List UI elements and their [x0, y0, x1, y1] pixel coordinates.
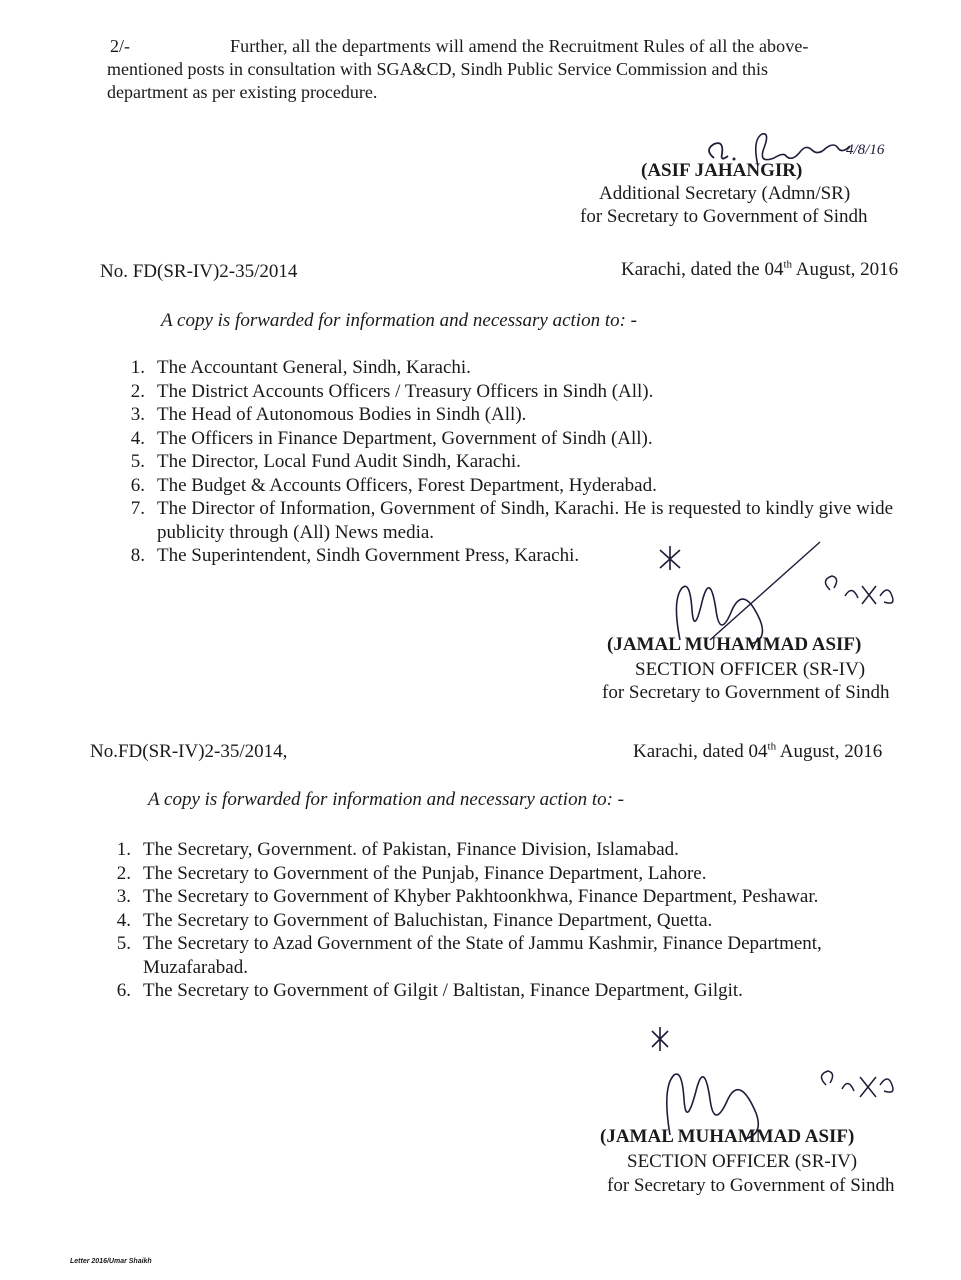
list-item-number: 2. [116, 862, 131, 884]
list-item [117, 497, 929, 544]
list-item [117, 427, 929, 451]
list-item-number: 2. [130, 380, 145, 402]
signatory-title-jamal-2: SECTION OFFICER (SR-IV) [627, 1151, 858, 1172]
signatory-title-jamal-1: SECTION OFFICER (SR-IV) [635, 659, 866, 680]
reference-number-1: No. FD(SR-IV)2-35/2014 [100, 261, 298, 282]
list-item-text: The Secretary to Government of the Punjab, Finance Department, Lahore. [143, 862, 707, 884]
handwritten-date-asif: 4/8/16 [846, 142, 885, 158]
list-item-text: The Superintendent, Sindh Government Press, Karachi. [157, 545, 580, 566]
list-item-text: The Accountant General, Sindh, Karachi. [157, 357, 471, 378]
list-item-text: The Secretary to Government of Khyber Pakhtoonkhwa, Finance Department, Peshawar. [143, 886, 819, 907]
list-item [103, 979, 911, 1003]
signatory-name-asif: (ASIF JAHANGIR) [641, 160, 803, 181]
list-item-text: The Officers in Finance Department, Government of Sindh (All). [157, 427, 653, 449]
signatory-for-asif: for Secretary to Government of Sindh [580, 206, 868, 227]
distribution-list-1 [117, 356, 929, 568]
list-item [117, 474, 929, 498]
list-item [117, 403, 929, 427]
para-line-3: department as per existing procedure. [107, 82, 378, 102]
signatory-for-jamal-2: for Secretary to Government of Sindh [607, 1175, 895, 1196]
footer-note: Letter 2016/Umar Shaikh [70, 1258, 152, 1265]
date-line-1: Karachi, dated the 04th August, 2016 [621, 258, 899, 280]
reference-number-2: No.FD(SR-IV)2-35/2014, [90, 741, 288, 762]
list-item-number: 1. [130, 357, 145, 378]
list-item-number: 4. [130, 427, 145, 449]
distribution-list-2 [103, 838, 911, 1003]
list-item-text: The Secretary to Azad Government of the State of Jammu Kashmir, Finance Department, Muzafarabad. [143, 933, 822, 978]
list-item-number: 6. [116, 980, 131, 1001]
list-item [103, 909, 911, 933]
list-item [103, 838, 911, 862]
list-item-text: The Director, Local Fund Audit Sindh, Karachi. [157, 451, 521, 472]
list-item-number: 4. [116, 909, 131, 931]
list-item-number: 8. [130, 545, 145, 566]
list-item-text: The Secretary to Government of Baluchistan, Finance Department, Quetta. [143, 909, 713, 931]
list-item-number: 3. [116, 886, 131, 907]
list-item-number: 7. [130, 498, 145, 519]
list-item [117, 450, 929, 474]
list-item [117, 356, 929, 380]
list-item-text: The Secretary to Government of Gilgit / Baltistan, Finance Department, Gilgit. [143, 980, 743, 1001]
list-item-text: The Secretary, Government. of Pakistan, Finance Division, Islamabad. [143, 839, 679, 860]
list-item-text: The Director of Information, Government of Sindh, Karachi. He is requested to kindly give wide publicity through (All) News media. [157, 498, 894, 543]
list-item-text: The Head of Autonomous Bodies in Sindh (All). [157, 404, 527, 425]
list-item-number: 6. [130, 474, 145, 496]
forward-note-1: A copy is forwarded for information and necessary action to: - [161, 310, 638, 331]
signatory-for-jamal-1: for Secretary to Government of Sindh [602, 682, 890, 703]
list-item-text: The District Accounts Officers / Treasury Officers in Sindh (All). [157, 380, 654, 402]
para-line-2: mentioned posts in consultation with SGA&CD, Sindh Public Service Commission and this [107, 59, 768, 79]
signatory-name-jamal-1: (JAMAL MUHAMMAD ASIF) [607, 634, 862, 655]
date-line-2: Karachi, dated 04th August, 2016 [633, 740, 883, 762]
list-item-number: 5. [116, 933, 131, 954]
list-item-number: 3. [130, 404, 145, 425]
signatory-title-asif: Additional Secretary (Admn/SR) [599, 183, 851, 204]
list-item-text: The Budget & Accounts Officers, Forest Department, Hyderabad. [157, 474, 657, 496]
list-item [117, 380, 929, 404]
para-line-1: Further, all the departments will amend the Recruitment Rules of all the above- [230, 36, 809, 56]
list-item [103, 932, 911, 979]
list-item [103, 885, 911, 909]
forward-note-2: A copy is forwarded for information and necessary action to: - [148, 789, 625, 810]
list-item [103, 862, 911, 886]
list-item-number: 1. [116, 839, 131, 860]
para-number: 2/- [110, 36, 130, 56]
signatory-name-jamal-2: (JAMAL MUHAMMAD ASIF) [600, 1126, 855, 1147]
list-item-number: 5. [130, 451, 145, 472]
